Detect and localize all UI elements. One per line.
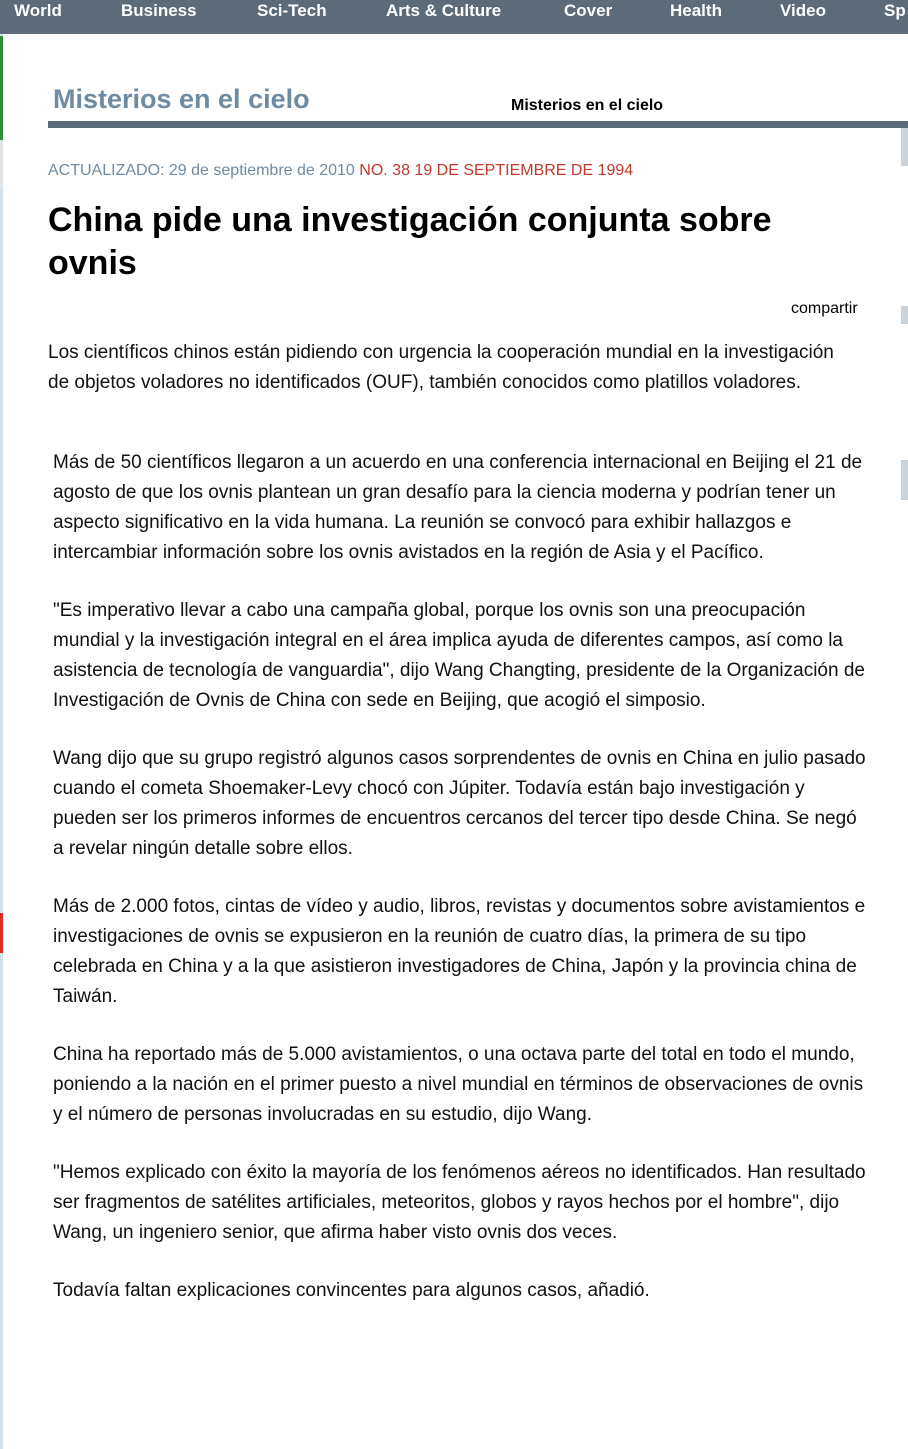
nav-item-sports[interactable]: Sp — [884, 1, 906, 20]
left-accent-gray — [0, 140, 3, 190]
article-body — [53, 448, 868, 1334]
section-subtitle: Misterios en el cielo — [511, 97, 664, 114]
right-side-tab — [901, 306, 908, 324]
right-side-tab — [901, 460, 908, 500]
article-paragraph: Más de 2.000 fotos, cintas de vídeo y audio, libros, revistas y documentos sobre avistamientos e investigaciones de ovnis se expusieron en la reunión de cuatro días, la primera de su tipo celebrada en China y a la que asistieron investigadores de China, Japón y la provincia china de Taiwán. — [53, 896, 866, 1007]
left-accent-red — [0, 913, 3, 953]
article-paragraph: Más de 50 científicos llegaron a un acuerdo en una conferencia internacional en Beijing el 21 de agosto de que los ovnis plantean un gran desafío para la ciencia moderna y podrían tener un aspecto significativo en la vida humana. La reunión se convocó para exhibir hallazgos e intercambiar información sobre los ovnis avistados en la región de Asia y el Pacífico. — [53, 452, 863, 563]
updated-date: ACTUALIZADO: 29 de septiembre de 2010 — [48, 162, 355, 179]
left-accent-green — [0, 36, 3, 140]
section-divider — [48, 121, 908, 128]
dateline — [48, 162, 633, 180]
issue-number: NO. 38 19 DE SEPTIEMBRE DE 1994 — [359, 162, 634, 179]
nav-item-cover[interactable]: Cover — [564, 1, 613, 20]
article-headline: China pide una investigación conjunta sobre ovnis — [48, 201, 772, 282]
nav-item-business[interactable]: Business — [121, 1, 197, 20]
share-link[interactable]: compartir — [791, 300, 858, 317]
article-paragraph: Wang dijo que su grupo registró algunos casos sorprendentes de ovnis en China en julio pasado cuando el cometa Shoemaker-Levy chocó con Júpiter. Todavía están bajo investigación y pueden ser los primeros informes de encuentros cercanos del tercer tipo desde China. Se negó a revelar ningún detalle sobre ellos. — [53, 748, 866, 859]
nav-item-video[interactable]: Video — [780, 1, 826, 20]
right-side-tab — [901, 128, 908, 166]
article-paragraph: "Es imperativo llevar a cabo una campaña global, porque los ovnis son una preocupación mundial y la investigación integral en el área implica ayuda de diferentes campos, así como la asistencia de tecnología de vanguardia", dijo Wang Changting, presidente de la Organización de Investigación de Ovnis de China con sede en Beijing, que acogió el simposio. — [53, 600, 865, 711]
article-paragraph: "Hemos explicado con éxito la mayoría de los fenómenos aéreos no identificados. Han resultado ser fragmentos de satélites artificiales, meteoritos, globos y rayos hechos por el hombre", dijo Wang, un ingeniero senior, que afirma haber visto ovnis dos veces. — [53, 1162, 866, 1243]
article-paragraph: China ha reportado más de 5.000 avistamientos, o una octava parte del total en todo el mundo, poniendo a la nación en el primer puesto a nivel mundial en términos de observaciones de ovnis y el número de personas involucradas en su estudio, dijo Wang. — [53, 1044, 864, 1125]
nav-item-arts-culture[interactable]: Arts & Culture — [386, 1, 502, 20]
top-navigation — [0, 0, 908, 34]
nav-item-world[interactable]: World — [14, 1, 62, 20]
left-page-border — [0, 34, 3, 1449]
nav-item-health[interactable]: Health — [670, 1, 722, 20]
section-title[interactable]: Misterios en el cielo — [53, 84, 310, 114]
article-lead: Los científicos chinos están pidiendo con urgencia la cooperación mundial en la investigación de objetos voladores no identificados (OUF), también conocidos como platillos voladores. — [48, 342, 834, 393]
article-paragraph: Todavía faltan explicaciones convincentes para algunos casos, añadió. — [53, 1280, 650, 1301]
nav-item-sci-tech[interactable]: Sci-Tech — [257, 1, 327, 20]
